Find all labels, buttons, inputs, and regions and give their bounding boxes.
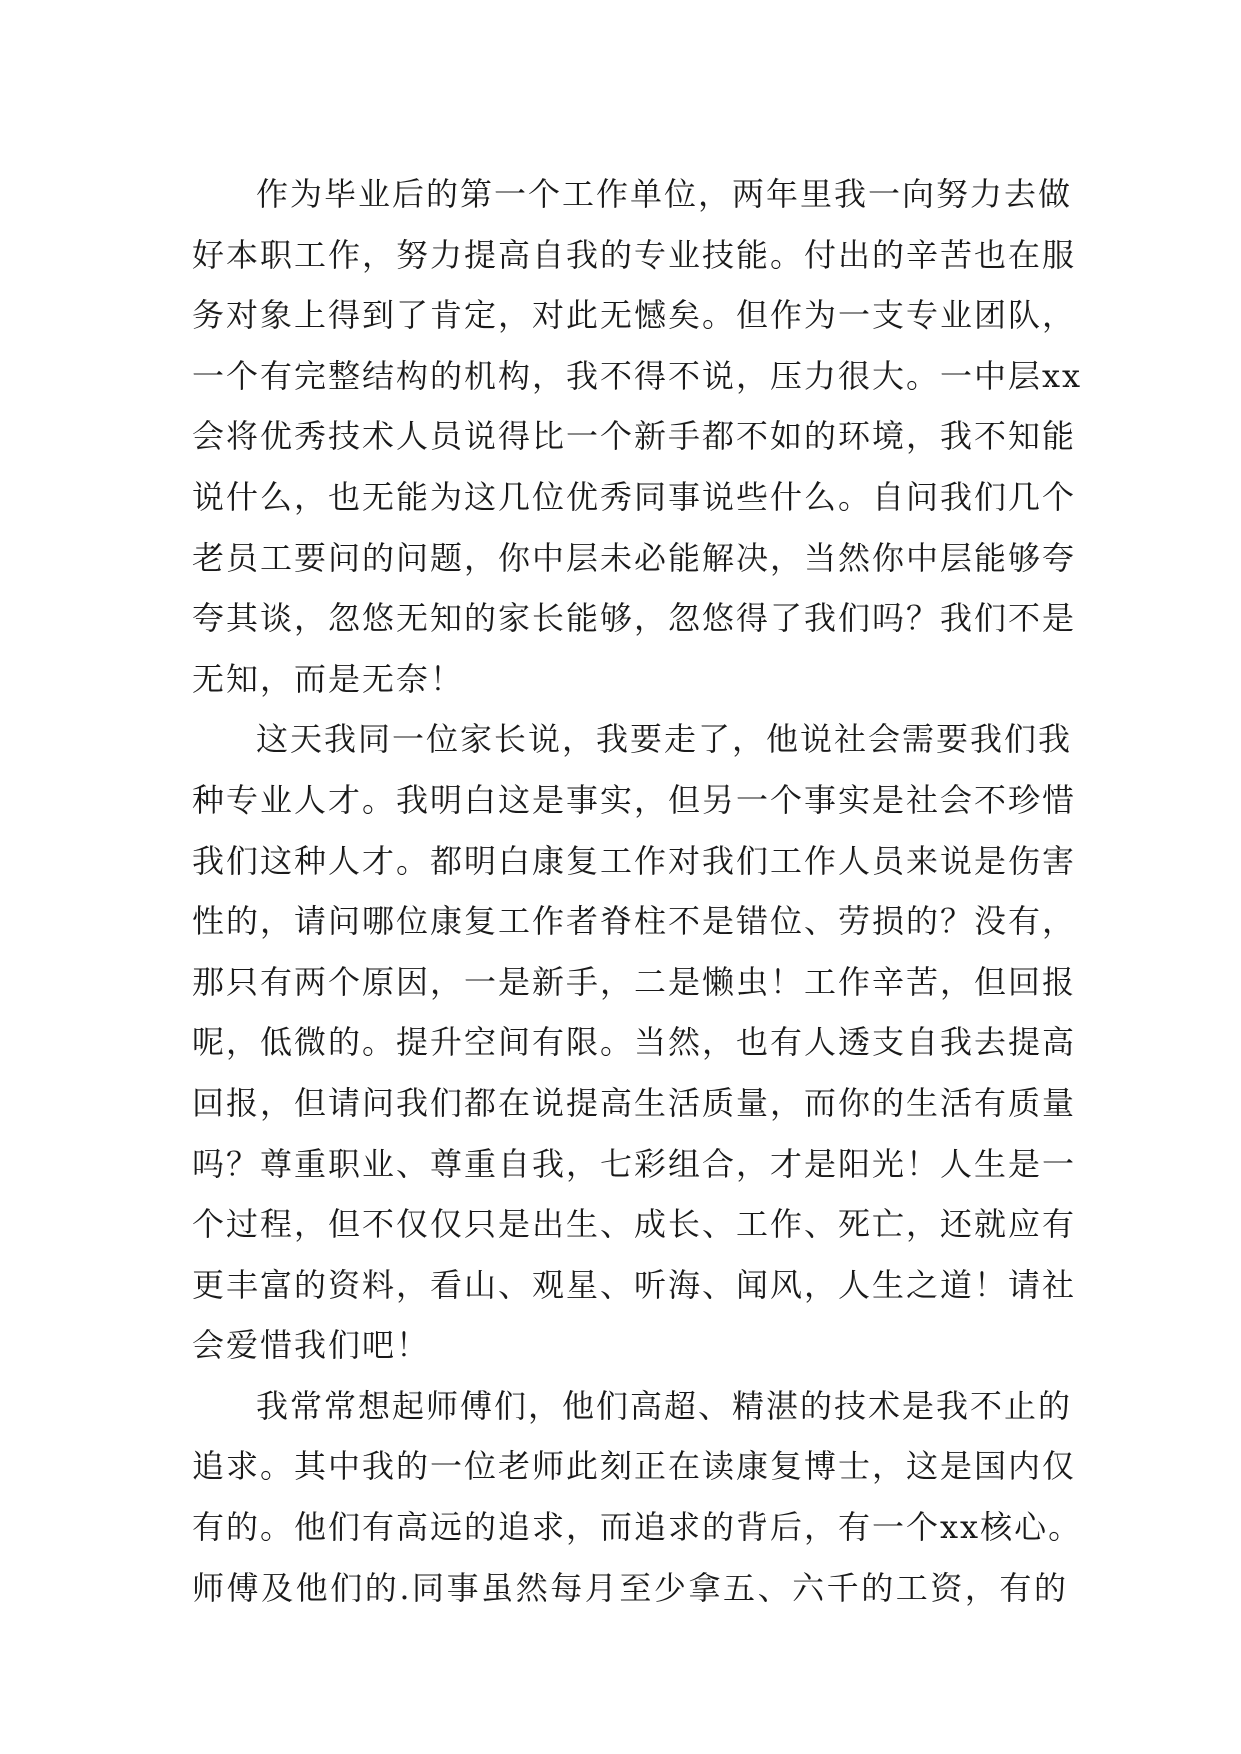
- text-line: 种专业人才。我明白这是事实，但另一个事实是社会不珍惜: [192, 780, 1077, 819]
- text-line: 有的。他们有高远的追求，而追求的背后，有一个xx核心。: [192, 1508, 1083, 1547]
- text-line: 吗？尊重职业、尊重自我，七彩组合，才是阳光！人生是一: [192, 1144, 1077, 1183]
- text-line: 我常常想起师傅们，他们高超、精湛的技术是我不止的: [256, 1386, 1073, 1425]
- text-line: 性的，请问哪位康复工作者脊柱不是错位、劳损的？没有，: [192, 902, 1077, 941]
- text-line: 回报，但请问我们都在说提高生活质量，而你的生活有质量: [192, 1083, 1077, 1122]
- paragraph-1: [192, 164, 1083, 709]
- text-line: 会将优秀技术人员说得比一个新手都不如的环境，我不知能: [192, 417, 1077, 456]
- text-line: 这天我同一位家长说，我要走了，他说社会需要我们我: [256, 720, 1073, 759]
- text-line: 老员工要问的问题，你中层未必能解决，当然你中层能够夸: [192, 538, 1077, 577]
- text-line: 师傅及他们的.同事虽然每月至少拿五、六千的工资，有的: [192, 1568, 1068, 1607]
- text-line: 好本职工作，努力提高自我的专业技能。付出的辛苦也在服: [192, 235, 1077, 274]
- text-line: 一个有完整结构的机构，我不得不说，压力很大。一中层xx: [192, 356, 1083, 395]
- text-line: 无知，而是无奈！: [192, 659, 465, 698]
- text-line: 作为毕业后的第一个工作单位，两年里我一向努力去做: [256, 175, 1073, 213]
- text-line: 个过程，但不仅仅只是出生、成长、工作、死亡，还就应有: [192, 1205, 1077, 1244]
- document-body: [192, 164, 1083, 1618]
- text-line: 那只有两个原因，一是新手，二是懒虫！工作辛苦，但回报: [192, 962, 1077, 1001]
- text-line: 说什么，也无能为这几位优秀同事说些什么。自问我们几个: [192, 477, 1077, 516]
- text-line: 更丰富的资料，看山、观星、听海、闻风，人生之道！请社: [192, 1265, 1077, 1304]
- paragraph-3: [192, 1376, 1083, 1618]
- text-line: 务对象上得到了肯定，对此无憾矣。但作为一支专业团队，: [192, 296, 1077, 335]
- text-line: 夸其谈，忽悠无知的家长能够，忽悠得了我们吗？我们不是: [192, 599, 1077, 638]
- text-line: 会爱惜我们吧！: [192, 1326, 431, 1365]
- text-line: 呢，低微的。提升空间有限。当然，也有人透支自我去提高: [192, 1023, 1077, 1062]
- text-line: 追求。其中我的一位老师此刻正在读康复博士，这是国内仅: [192, 1447, 1077, 1486]
- text-line: 我们这种人才。都明白康复工作对我们工作人员来说是伤害: [192, 841, 1077, 880]
- paragraph-2: [192, 709, 1077, 1376]
